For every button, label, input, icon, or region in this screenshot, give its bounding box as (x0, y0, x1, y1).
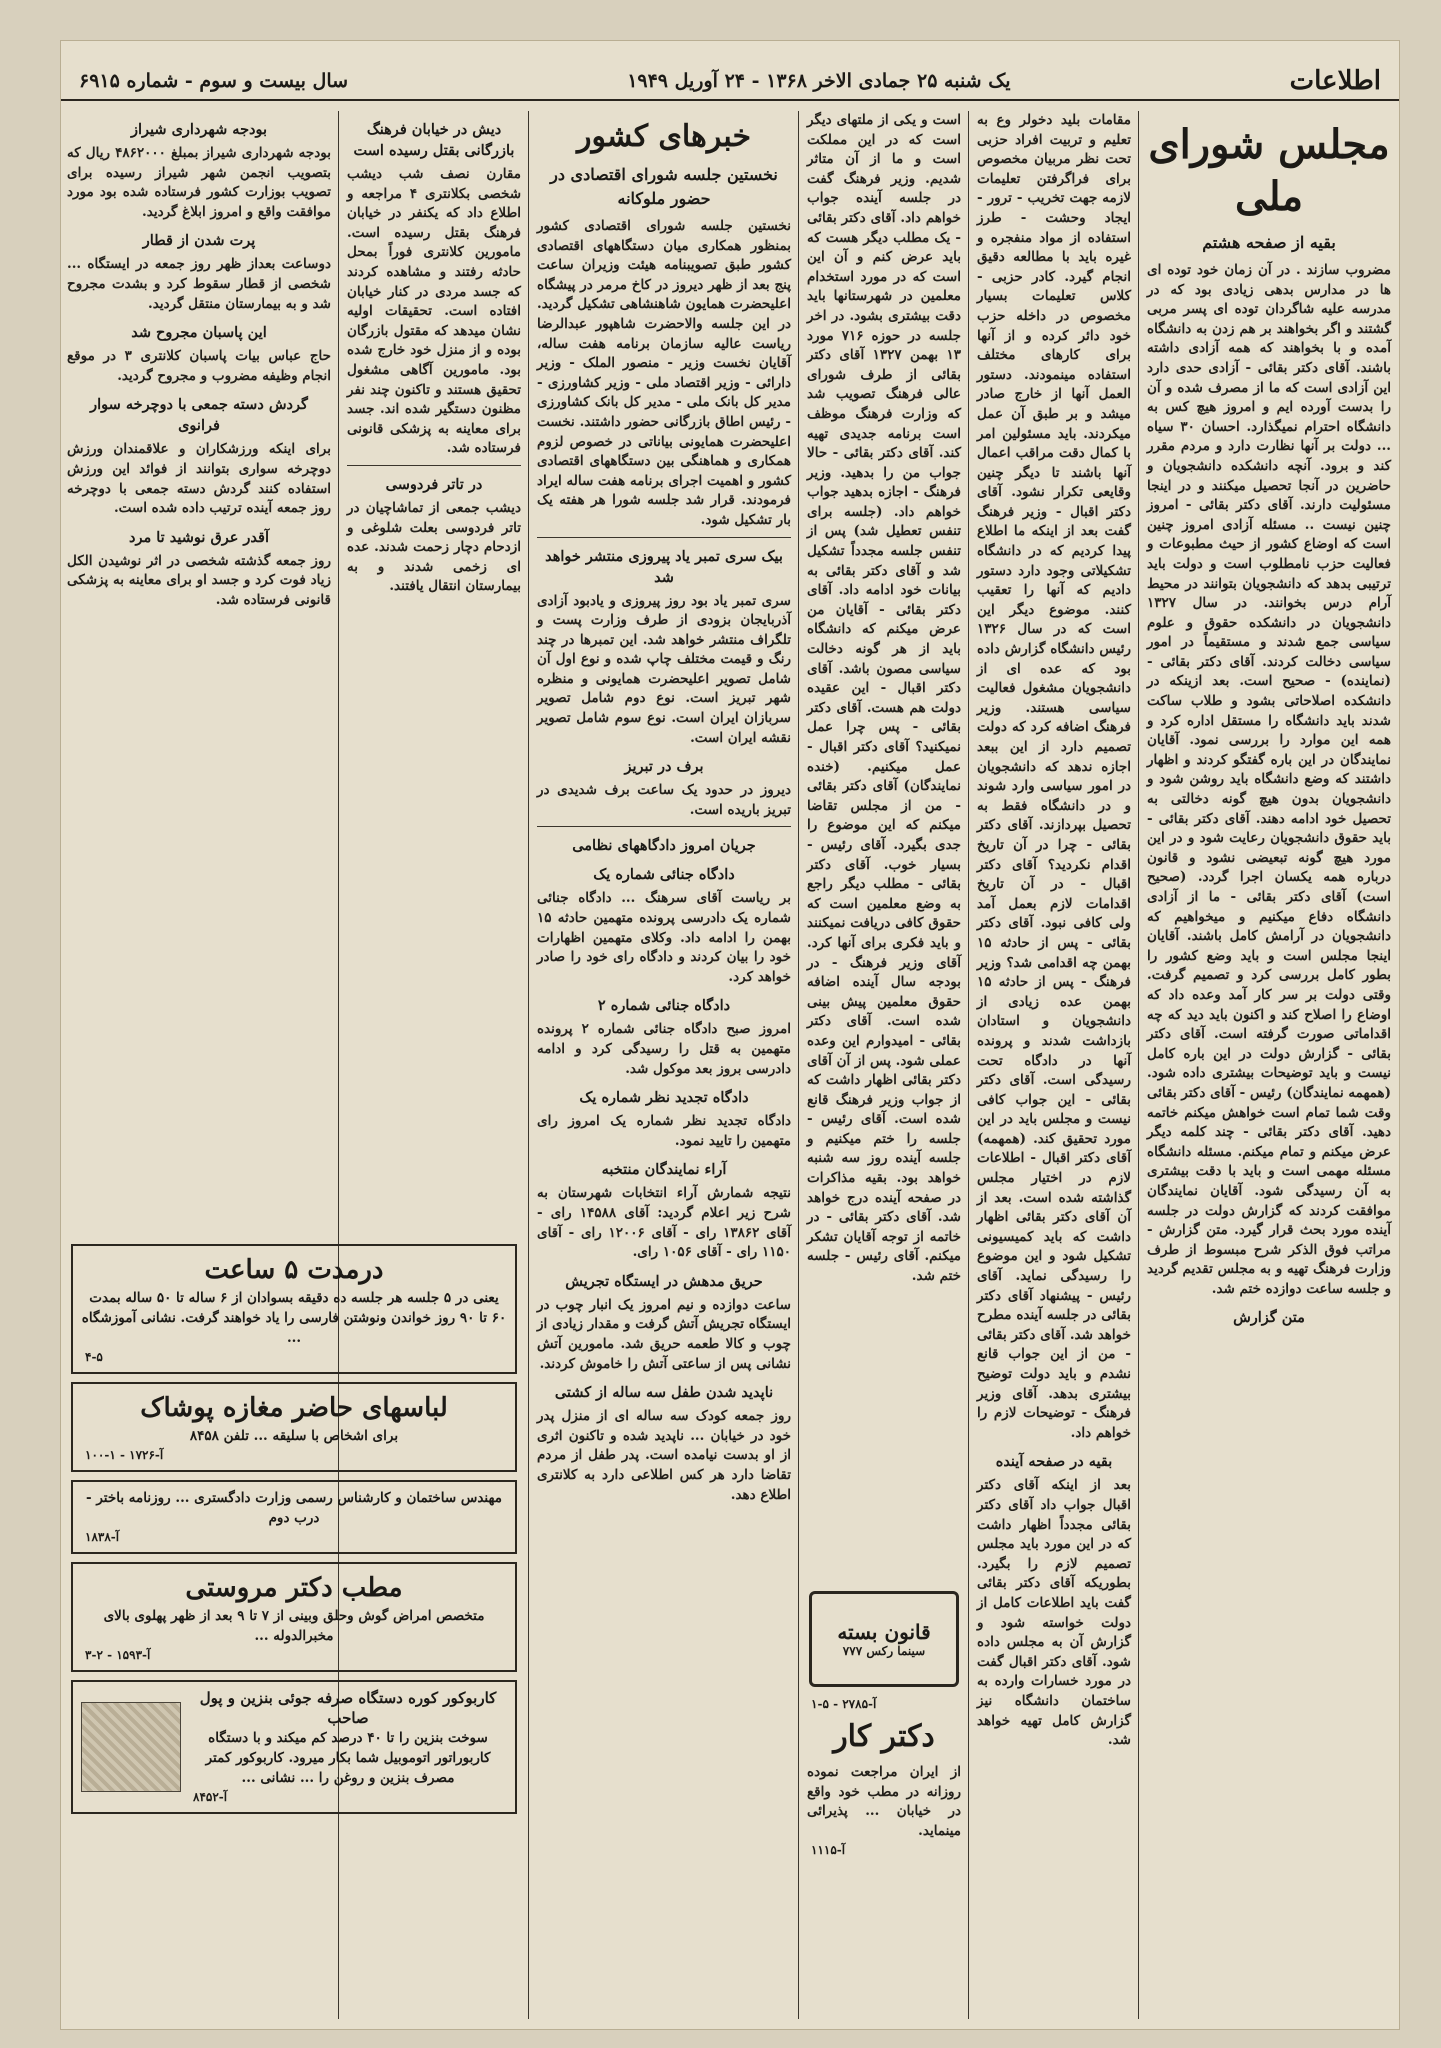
column-rule (968, 111, 969, 2019)
masthead (61, 63, 1399, 101)
column-rule (528, 111, 529, 2019)
parliament-title: مجلس شورای ملی (1148, 121, 1390, 220)
literacy-ad-body: یعنی در ۵ جلسه هر جلسه ده دقیقه بسوادان از ۶ ساله تا ۵۰ ساله بمدت ۶۰ تا ۹۰ روز خواندن ونوشتن فارسی را یاد خواهند گرفت. نشانی آموزشگاه ... (81, 1290, 507, 1346)
newspaper-page (60, 40, 1400, 2030)
court1-body: بر ریاست آقای سرهنگ ... دادگاه جنائی شماره یک دادرسی پرونده متهمین حادثه ۱۵ بهمن را ادامه داد. وکلای متهمین اظهارات خود را بیان کردند و دادگاه رای خود را صادر خواهد کرد. (537, 890, 791, 985)
ad-code: آ-۱۱۱۵ (811, 1843, 846, 1858)
middle-a-tail: بعد از اینکه آقای دکتر اقبال جواب داد آقای دکتر بقائی مجدداً اظهار داشت که در این مورد باید مجلس تصمیم لازم را بگیرد. بطوریکه آقای دکتر بقائی گفت باید اطلاعات کامل از دولت خواسته شود و گزارش آن به مجلس داده شود. آقای دکتر اقبال گفت در مورد خسارات وارده به ساختمان دانشگاه نیز گزارش کامل تهیه خواهد شد. (977, 1477, 1131, 1749)
ad-code: آ-۸۴۵۲ (193, 1790, 228, 1804)
clinic-ad-body: متخصص امراض گوش وحلق وبینی از ۷ تا ۹ بعد از ظهر پهلوی بالای مخبرالدوله ... (103, 1608, 485, 1644)
masthead-date: یک شنبه ۲۵ جمادی الاخر ۱۳۶۸ - ۲۴ آوریل ۱۹۴۹ (627, 70, 1011, 92)
literacy-ad (71, 1244, 517, 1374)
murder-headline: دیش در خیابان فرهنگ بازرگانی بقتل رسیده است (353, 121, 515, 159)
engineer-ad (71, 1480, 517, 1554)
news-column (537, 111, 791, 1503)
divider (537, 537, 791, 538)
snow-headline: برف در تبریز (624, 758, 704, 776)
doctor-clinic-ad (71, 1562, 517, 1672)
report-heading: متن گزارش (1233, 1309, 1305, 1327)
missing-headline: ناپدید شدن طفل سه ساله از کشتی (554, 1384, 774, 1402)
carburetor-ad (71, 1680, 517, 1814)
court3-body: دادگاه تجدید نظر شماره یک امروز رای متهمین را تایید نمود. (537, 1113, 791, 1149)
ad-code: آ-۱۵۹۳ - ۲-۳ (85, 1648, 151, 1662)
divider (347, 465, 521, 466)
parliament-column (1147, 111, 1391, 2021)
news-title: خبرهای کشور (576, 119, 752, 154)
ad-code: آ-۱۷۲۶ - ۱-۱۰۰ (85, 1448, 164, 1462)
clothing-ad (71, 1382, 517, 1472)
carburetor-ad-title: کاربوکور کوره دستگاه صرفه جوئی بنزین و پول صاحب (199, 1689, 497, 1727)
bicycle-headline: گردش دسته جمعی با دوچرخه سوار فرانوی (90, 396, 308, 435)
shiraz-headline: بودجه شهرداری شیراز (130, 121, 268, 138)
stamp-line2: سینما رکس ۷۷۷ (842, 1644, 926, 1658)
carburetor-illustration (81, 1702, 181, 1792)
literacy-ad-title: درمدت ۵ ساعت (204, 1255, 384, 1285)
votes-body: نتیجه شمارش آراء انتخابات شهرستان به شرح زیر اعلام گردید: آقای ۱۴۵۸۸ رای - آقای ۱۳۸۶۲ رای - آقای ۱۲۰۰۶ رای - آقای ۱۱۵۰ رای - آقای ۱۰۵۶ رای. (537, 1185, 791, 1261)
carburetor-ad-body: سوخت بنزین را تا ۴۰ درصد کم میکند و با دستگاه کاربوراتور اتوموبیل شما بکار میرود. کاربوکور کمتر مصرف بنزین و روغن را ... نشانی ... (205, 1730, 491, 1786)
middle-a-continued: بقیه در صفحه آینده (995, 1453, 1113, 1471)
stamp-body: سری تمبر یاد بود روز پیروزی و یادبود آزادی آذربایجان بزودی از طرف وزارت پست و تلگراف منتشر خواهد شد. این تمبرها در چند رنگ و قیمت مختلف چاپ شده و نوع اول آن شامل تصویر اعلیحضرت همایونی و منظره شهر تبریز است. نوع دوم شامل تصویر سربازان ایران است. نوع سوم شامل تصویر نقشه ایران است. (537, 592, 791, 746)
clinic-ad-title: مطب دکتر مروستی (185, 1573, 403, 1603)
clothing-ad-title: لباسهای حاضر مغازه پوشاک (140, 1393, 448, 1423)
lead-body: نخستین جلسه شورای اقتصادی کشور بمنظور همکاری میان دستگاههای اقتصادی کشور طبق تصویبنامه هیئت وزیران ساعت پنج بعد از ظهر دیروز در کاخ مرمر در پیشگاه اعلیحضرت همایون شاهنشاهی تشکیل گردید. در این جلسه والاحضرت شاهپور عبدالرضا ریاست عالیه سازمان برنامه هفت ساله، آقایان نخست وزیر - منصور الملک - وزیر دارائی - وزیر اقتصاد ملی - وزیر کشاورزی - مدیر کل بانک ملی - مدیر کل بانک کشاورزی - رئیس اطاق بازرگانی حضور داشتند. نخست اعلیحضرت همایونی بیاناتی در خصوص لزوم همکاری و هماهنگی بین دستگاههای اقتصادی کشور و اهمیت اجرای برنامه هفت ساله ایراد فرمودند. قرار شد جلسه شورا هر هفته یک بار تشکیل شود. (537, 218, 791, 528)
police-headline: این پاسبان مجروح شد (131, 324, 267, 342)
votes-headline: آراء نمایندگان منتخبه (601, 1161, 727, 1179)
bicycle-body: برای اینکه ورزشکاران و علاقمندان ورزش دوچرخه سواری بتوانند از فوائد این ورزش استفاده کنند گردش دسته جمعی با دوچرخه روز جمعه آینده ترتیب داده شده است. (67, 441, 331, 517)
middle-column-b (807, 111, 961, 2021)
clothing-ad-body: برای اشخاص با سلیقه ... تلفن ۸۴۵۸ (189, 1428, 399, 1444)
theater-body: دیشب جمعی از تماشاچیان در تاتر فردوسی بعلت شلوغی و ازدحام دچار زحمت شدند. عده ای زخمی شدند و به بیمارستان انتقال یافتند. (347, 499, 521, 595)
left-column-b (67, 111, 331, 1231)
ad-code: آ-۱۸۳۸ (85, 1530, 120, 1544)
train-body: دوساعت بعداز ظهر روز جمعه در ایستگاه ... شخصی از قطار سقوط کرد و بشدت مجروح شد و به بیمارستان منتقل گردید. (67, 256, 331, 312)
shiraz-body: بودجه شهرداری شیراز بمبلغ ۴۸۶۲۰۰۰ ریال که بتصویب انجمن شهر شیراز رسیده برای تصویب بوزارت کشور فرستاده شده بود مورد موافقت واقع و امروز ابلاغ گردید. (67, 145, 331, 220)
doctor-ad-body: از ایران مراجعت نموده روزانه در مطب خود واقع در خیابان ... پذیرائی مینماید. (807, 1764, 961, 1839)
snow-body: دیروز در حدود یک ساعت برف شدیدی در تبریز باریده است. (537, 782, 791, 818)
courts-headline: جریان امروز دادگاههای نظامی (572, 837, 756, 855)
cinema-stamp (809, 1591, 959, 1687)
court2-body: امروز صبح دادگاه جنائی شماره ۲ پرونده متهمین به قتل را رسیدگی کرد و ادامه دادرسی بروز بعد موکول شد. (537, 1021, 791, 1077)
fire-headline: حریق مدهش در ایستگاه تجریش (565, 1272, 763, 1290)
divider (537, 826, 791, 827)
police-body: حاج عباس بیات پاسبان کلانتری ۳ در موقع انجام وظیفه مضروب و مجروح گردید. (67, 348, 331, 384)
column-rule (798, 111, 799, 2019)
middle-a-body: مقامات بلید دخولر وع به تعلیم و تربیت افراد حزبی تحت نظر مربیان مخصوص برای فراگرفتن تعلیمات لازمه جهت تخریب - ترور - ایجاد وحشت - طرز استفاده از مواد منفجره و غیره باید با مطالعه دقیق انجام گیرد. کادر حزبی - کلاس تعلیمات بسیار مخصوص در داخله حزب خود دائر کرده و از آنها برای کارهای مختلف استفاده مینمودند. دستور العمل آنها از خارج صادر میشد و بر طبق آن عمل میکردند. باید مسئولین امر با کمال دقت مراقب اعمال آنها باشند تا دیگر چنین وقایعی تکرار نشود. آقای دکتر اقبال - وزیر فرهنگ گفت بعد از اینکه ما اطلاع پیدا کردیم که در دانشگاه تشکیلاتی وجود دارد دستور دادیم که آنها را تعقیب کنند. موضوع دیگر این است که در سال ۱۳۲۶ رئیس دانشگاه گزارش داده بود که عده ای از دانشجویان مشغول فعالیت سیاسی هستند. وزیر فرهنگ اضافه کرد که دولت تصمیم دارد از این ببعد اجازه ندهد که دانشجویان در امور سیاسی وارد شوند و در دانشگاه فقط به تحصیل بپردازند. آقای دکتر بقائی - چرا در آن تاریخ اقدام نکردید؟ آقای دکتر اقبال - در آن تاریخ اقدامات لازم بعمل آمد ولی کافی نبود. آقای دکتر بقائی - پس از حادثه ۱۵ بهمن چه اقدامی شد؟ وزیر فرهنگ - پس از حادثه ۱۵ بهمن عده زیادی از دانشجویان و استادان بازداشت شدند و پرونده آنها در دادگاه تحت رسیدگی است. آقای دکتر بقائی - این جواب کافی نیست و مجلس باید در این مورد تحقیق کند. (همهمه) آقای دکتر اقبال - اطلاعات لازم در اختیار مجلس گذاشته شده است. بعد از آن آقای دکتر بقائی اظهار داشت که باید کمیسیونی تشکیل شود و این موضوع را رسیدگی نماید. آقای رئیس - پیشنهاد آقای دکتر بقائی در جلسه آینده مطرح خواهد شد. آقای دکتر بقائی - من از این جواب قانع نشدم و باید دولت توضیح بیشتری بدهد. آقای وزیر فرهنگ - توضیحات لازم را خواهم داد. (977, 112, 1131, 1441)
parliament-subtitle: بقیه از صفحه هشتم (1202, 233, 1336, 252)
parliament-body: مضروب سازند . در آن زمان خود توده ای ها در مدارس بدهی زیادی بود که در مدرسه علیه شاگردان توده ای پسر مربی گشتند و اگر بخواهند بر هم زدن به دانشگاه آمده و با بخواهند که همه آزادی داشته باشند. آقای دکتر بقائی - آزادی حدی دارد این آزادی است که ما از مصرف شده و آن را بدست آورده ایم و امروز هیچ کس به دانشگاه احترام نمیگذارد. احسان ۳۰ سیاه ... دولت بر آنها نظارت دارد و مردم مقرر کند و برود. آنچه دانشکده دانشجویان و حاضرین در آنجا تحصیل میکنند و در اینجا مسئولیت دارند. آقای دکتر بقائی - امروز چنین نیست .. مسئله آزادی امروز چنین است که اوضاع کشور از حیث مطبوعات و فعالیت حزب نامطلوب است و دولت باید ترتیبی بدهد که دانشجویان بتوانند در محیط آرام درس بخوانند. در سال ۱۳۲۷ دانشجویان در دانشکده حقوق و علوم سیاسی جمع شدند و مستقیماً در امور سیاسی دخالت کردند. آقای دکتر بقائی - (نماینده) - صحیح است. بعد ازینکه در دانشکده اصلاحاتی بشود و طلاب ساکت شدند باید دانشگاه را مستقل اداره کرد و همه این موارد را بررسی نمود. آقایان نمایندگان در این باره گفتگو کردند و اظهار داشتند که وضع دانشگاه باید روشن شود و دانشجویان بدون هیچ گونه دخالتی به تحصیل خود ادامه دهند. آقای دکتر بقائی - باید حقوق دانشجویان رعایت شود و در این مورد هیچ گونه تبعیضی نشود و قانون درباره همه یکسان اجرا گردد. (صحیح است) آقای دکتر بقائی - ما از آزادی دانشگاه دفاع میکنیم و میخواهیم که دانشجویان در آرامش کامل باشند. آقایان اینجا مجلس است و باید وضع کشور را بطور کامل بررسی کرد و تصمیم گرفت. وقتی دولت بر سر کار آمد وعده داد که اوضاع را اصلاح کند و اکنون باید دید که چه اقداماتی صورت گرفته است. آقای دکتر بقائی - گزارش دولت در این باره کامل نیست و باید توضیحات بیشتری داده شود. (همهمه نمایندگان) رئیس - آقای دکتر بقائی وقت شما تمام است خواهش میکنم خاتمه دهید. آقای دکتر بقائی - چند کلمه دیگر عرض میکنم و تمام میکنم. مسئله دانشگاه مسئله مهمی است و باید با دقت بیشتری به آن رسیدگی شود. آقایان نمایندگان موافقت کردند که گزارش دولت در جلسه آینده مورد بحث قرار گیرد. متن گزارش - مراتب فوق الذکر شرح مبسوط از طرف وزارت فرهنگ تهیه و به مجلس تقدیم گردید و جلسه ساعت دوازده ختم شد. (1147, 262, 1391, 1297)
alcohol-headline: آقدر عرق نوشید تا مرد (128, 528, 269, 546)
column-rule (1138, 111, 1139, 2019)
newspaper-logo: اطلاعات (1289, 66, 1381, 96)
carburetor-ad-text (189, 1688, 507, 1806)
ads-block (67, 1236, 521, 2026)
doctor-ad-title: دکتر کار (833, 1719, 935, 1754)
fire-body: ساعت دوازده و نیم امروز یک انبار چوب در ایستگاه تجریش آتش گرفت و مقدار زیادی از چوب و کالا طعمه حریق شد. مامورین آتش نشانی پس از ساعتی آتش را خاموش کردند. (537, 1296, 791, 1372)
alcohol-body: روز جمعه گذشته شخصی در اثر نوشیدن الکل زیاد فوت کرد و جسد او برای معاینه به پزشکی قانونی فرستاده شد. (67, 552, 331, 608)
stamp-headline: بیک سری تمبر یاد پیروزی منتشر خواهد شد (545, 547, 783, 586)
court2-headline: دادگاه جنائی شماره ۲ (597, 997, 731, 1015)
masthead-issue: سال بیست و سوم - شماره ۶۹۱۵ (79, 70, 349, 92)
engineer-ad-body: مهندس ساختمان و کارشناس رسمی وزارت دادگستری ... روزنامه باختر - درب دوم (86, 1490, 502, 1526)
middle-column-a (977, 111, 1131, 2021)
murder-body: مقارن نصف شب دیشب شخصی بکلانتری ۴ مراجعه و اطلاع داد که یکنفر در خیابان فرهنگ بقتل رسیده است. مامورین کلانتری فوراً بمحل حادثه رفتند و مشاهده کردند که جسد مردی در کنار خیابان افتاده است. تحقیقات اولیه نشان میدهد که مقتول بازرگان بوده و از منزل خود خارج شده بود. مامورین آگاهی مشغول تحقیق هستند و تاکنون چند نفر مظنون دستگیر شده اند. جسد برای معاینه به پزشکی قانونی فرستاده شد. (347, 166, 521, 457)
train-headline: پرت شدن از قطار (142, 232, 256, 250)
middle-b-body: است و یکی از ملتهای دیگر است که در این مملکت است و ما از آن متاثر شدیم. وزیر فرهنگ گفت در جلسه آینده جواب خواهم داد. آقای دکتر بقائی - یک مطلب دیگر هست که باید عرض کنم و آن این است که در مورد استخدام معلمین در شهرستانها باید دقت بیشتری بشود. در اخر جلسه در حوزه ۷۱۶ مورد ۱۳ بهمن ۱۳۲۷ آقای دکتر بقائی از طرف شورای عالی فرهنگ تصویب شد که وزارت فرهنگ موظف است برنامه جدیدی تهیه کند. آقای دکتر بقائی - حالا جواب من را بدهید. وزیر فرهنگ - اجازه بدهید جواب خواهم داد. (جلسه برای تنفس تعطیل شد) پس از تنفس جلسه مجدداً تشکیل شد و آقای دکتر بقائی به بیانات خود ادامه داد. آقای دکتر بقائی - آقایان من عرض میکنم که دانشگاه باید از هر گونه دخالت سیاسی مصون باشد. آقای دکتر اقبال - این عقیده دولت هم هست. آقای دکتر بقائی - پس چرا عمل نمیکنید؟ آقای دکتر اقبال - عمل میکنیم. (خنده نمایندگان) آقای دکتر بقائی - من از مجلس تقاضا میکنم که این موضوع را جدی بگیرد. آقای رئیس - بسیار خوب. آقای دکتر بقائی - مطلب دیگر راجع به وضع معلمین است که حقوق کافی دریافت نمیکنند و باید فکری برای آنها کرد. آقای وزیر فرهنگ - در بودجه سال آینده اضافه حقوق معلمین پیش بینی شده است. آقای دکتر بقائی - امیدوارم این وعده عملی شود. پس از آن آقای دکتر بقائی اظهار داشت که از جواب وزیر فرهنگ قانع شده است. آقای رئیس - جلسه را ختم میکنیم و جلسه آینده روز سه شنبه خواهد بود. بقیه مذاکرات در صفحه آینده درج خواهد شد. آقای دکتر بقائی - در خاتمه از توجه آقایان تشکر میکنم. آقای رئیس - جلسه ختم شد. (807, 112, 962, 1285)
court3-headline: دادگاه تجدید نظر شماره یک (579, 1089, 749, 1107)
lead-headline: نخستین جلسه شورای اقتصادی در حضور ملوکانه (550, 165, 778, 208)
ad-code: ۴-۵ (85, 1350, 103, 1364)
left-column-a (347, 111, 521, 1231)
stamp-line1: قانون بسته (837, 1620, 931, 1644)
missing-body: روز جمعه کودک سه ساله ای از منزل پدر خود در خیابان ... ناپدید شده و تاکنون اثری از او بدست نیامده است. پدر طفل از مردم تقاضا دارد هر کس اطلاعی دارد به کلانتری اطلاع دهد. (537, 1408, 791, 1503)
theater-headline: در تاتر فردوسی (385, 475, 483, 493)
ad-code: آ-۲۷۸۵ - ۵-۱ (811, 1697, 877, 1711)
court1-headline: دادگاه جنائی شماره یک (593, 866, 735, 884)
